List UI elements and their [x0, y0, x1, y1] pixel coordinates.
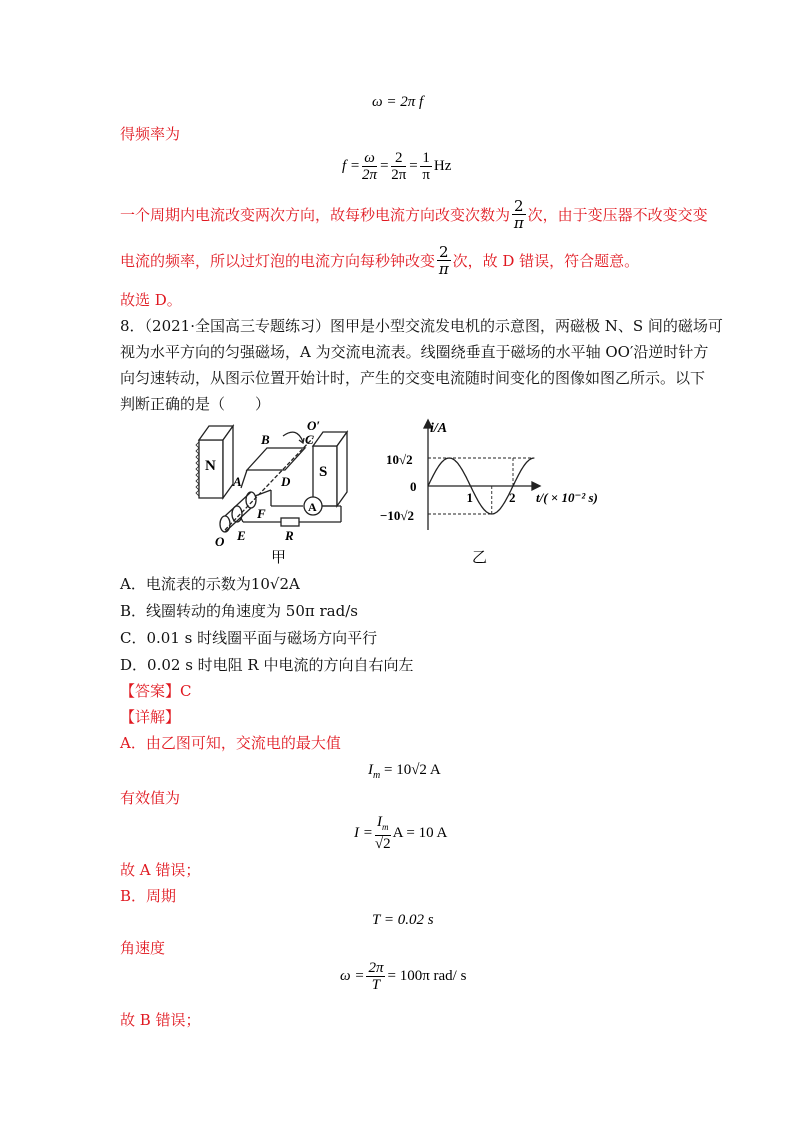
max-current-equation	[368, 762, 441, 781]
eq-im-rhs: = 10√2 A	[383, 762, 441, 778]
option-c: C．0.01 s 时线圈平面与磁场方向平行	[120, 629, 378, 647]
question-line-4: 判断正确的是（ ）	[120, 395, 271, 413]
y-tick-zero: 0	[410, 479, 417, 494]
part-a-intro: A．由乙图可知，交流电的最大值	[120, 734, 341, 752]
label-r: R	[285, 528, 294, 543]
x-tick-1: 1	[466, 490, 473, 505]
label-s: S	[319, 464, 328, 480]
previous-conclusion: 故选 D。	[120, 291, 182, 309]
eq-w-den: T	[371, 977, 381, 993]
caption-yi: 乙	[472, 550, 488, 566]
option-d: D．0.02 s 时电阻 R 中电流的方向自右向左	[120, 656, 414, 674]
angular-velocity-label: 角速度	[120, 939, 166, 957]
y-tick-top: 10√2	[386, 452, 413, 467]
y-axis-label: i/A	[430, 421, 448, 436]
part-a-conclusion: 故 A 错误；	[120, 861, 201, 879]
eq-f-den2: 2π	[391, 167, 407, 183]
eq-i-lhs: I =	[354, 824, 373, 841]
frequency-label: 得频率为	[120, 125, 181, 143]
part-b-conclusion: 故 B 错误；	[120, 1011, 201, 1029]
label-o-prime: O′	[307, 418, 321, 433]
eq-f-eq3: =	[408, 158, 419, 174]
period-equation: T = 0.02 s	[372, 912, 434, 928]
eq-w-rhs: = 100π rad/ s	[387, 968, 467, 984]
line2-text-a: 电流的频率，所以过灯泡的电流方向每秒钟改变	[120, 251, 436, 270]
label-n: N	[205, 458, 216, 474]
generator-schematic	[195, 418, 360, 568]
angular-velocity-equation	[340, 960, 466, 993]
label-f: F	[257, 506, 266, 521]
eq-f-num1: ω	[362, 150, 377, 167]
line1-num: 2	[514, 197, 524, 215]
question-line-2: 视为水平方向的匀强磁场，A 为交流电流表。线圈绕垂直于磁场的水平轴 OO′沿逆时针方	[120, 343, 709, 361]
option-a: A．电流表的示数为10√2A	[120, 575, 300, 593]
eq-f-lhs: f =	[342, 158, 361, 174]
eq-im-symbol: I	[368, 762, 373, 778]
option-b: B．线圈转动的角速度为 50π rad/s	[120, 602, 358, 620]
label-b: B	[261, 432, 270, 447]
eq-i-num: I	[376, 814, 382, 830]
x-axis-label: t/( × 10⁻² s)	[536, 490, 598, 505]
label-d: D	[281, 474, 291, 489]
line1-den: π	[513, 214, 524, 232]
eq-im-sub: m	[373, 770, 381, 781]
part-b-intro: B．周期	[120, 887, 177, 905]
line1-text-b: 次，由于变压器不改变交变	[527, 205, 708, 224]
label-e: E	[237, 528, 246, 543]
current-time-graph	[370, 418, 620, 568]
omega-equation: ω = 2π f	[372, 94, 424, 110]
detail-tag: 【详解】	[120, 708, 181, 726]
question-line-3: 向匀速转动，从图示位置开始计时，产生的交变电流随时间变化的图像如图乙所示。以下	[120, 369, 706, 387]
eq-w-num: 2π	[368, 960, 384, 976]
line2-num: 2	[439, 243, 449, 261]
rms-current-equation	[354, 814, 447, 852]
label-o: O	[215, 534, 225, 549]
direction-change-line-1	[120, 198, 708, 231]
eq-f-den1: 2π	[362, 167, 378, 183]
eq-f-eq2: =	[379, 158, 390, 174]
line2-den: π	[438, 260, 449, 278]
label-a: A	[233, 474, 242, 489]
label-c: C	[305, 432, 314, 447]
line1-text-a: 一个周期内电流改变两次方向，故每秒电流方向改变次数为	[120, 205, 511, 224]
frequency-equation	[342, 150, 451, 183]
eq-f-unit: Hz	[433, 158, 452, 174]
eq-i-rhs: A = 10 A	[392, 824, 448, 841]
eq-f-num3: 1	[422, 150, 430, 166]
x-tick-2: 2	[509, 490, 516, 505]
question-line-1: 8．（2021·全国高三专题练习）图甲是小型交流发电机的示意图，两磁极 N、S 间的磁场可	[120, 317, 723, 335]
eq-i-num-sub: m	[381, 822, 389, 832]
direction-change-line-2	[120, 244, 639, 277]
eq-f-num2: 2	[391, 150, 406, 167]
answer-tag: 【答案】C	[120, 682, 192, 700]
rms-label: 有效值为	[120, 789, 181, 807]
caption-jia: 甲	[271, 550, 287, 566]
eq-w-lhs: ω =	[340, 968, 365, 984]
y-tick-bottom: −10√2	[380, 508, 415, 523]
eq-f-den3: π	[422, 167, 430, 183]
line2-text-b: 次，故 D 错误，符合题意。	[452, 251, 640, 270]
ammeter-label: A	[308, 500, 317, 514]
eq-i-den: √2	[374, 836, 391, 852]
